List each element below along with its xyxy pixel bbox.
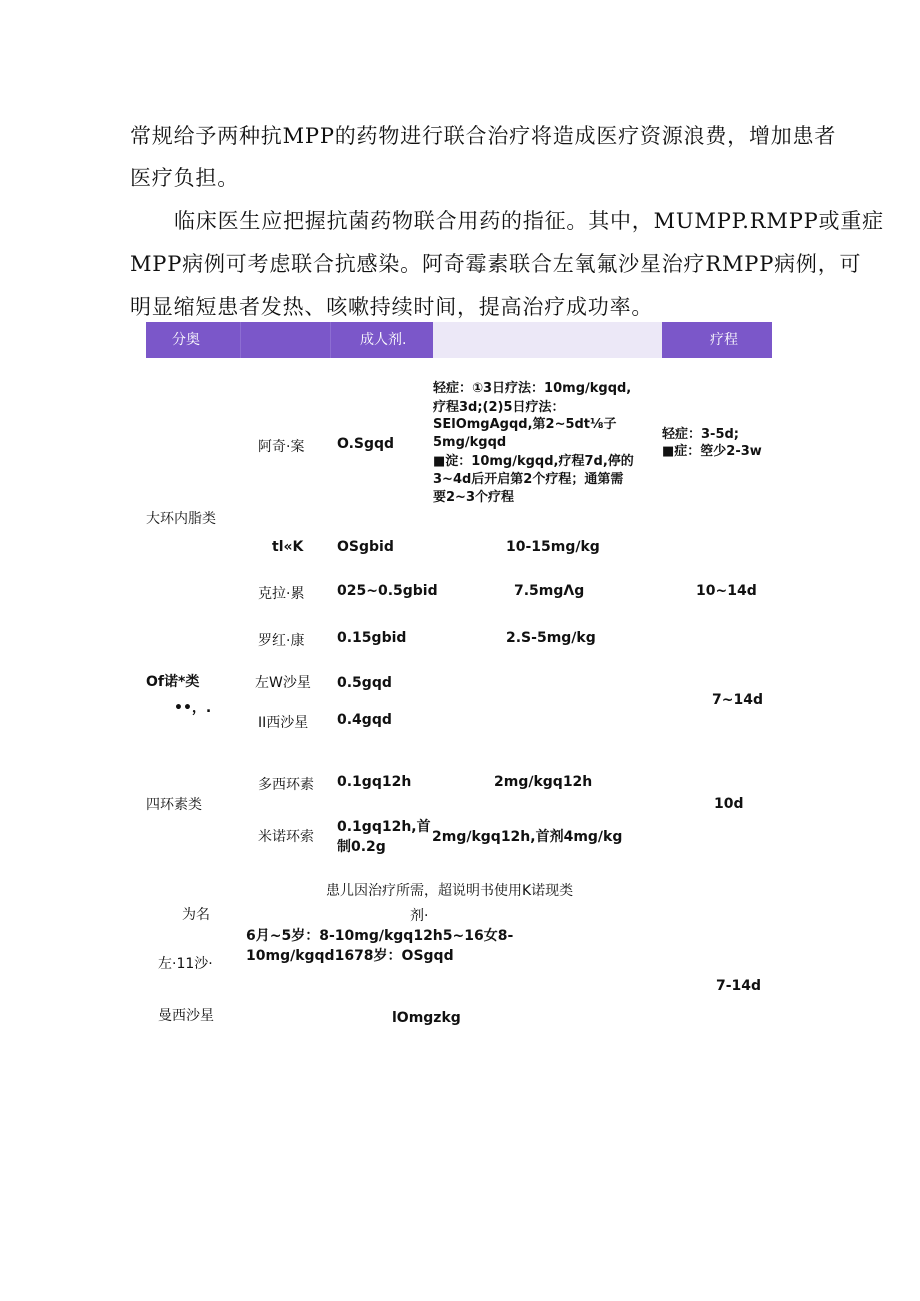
pediatric-levofloxacin-dose-line1: 6月~5岁：8-10mg∕kgq12h5~16女8- xyxy=(246,928,514,944)
course-azithromycin-severe: ■症：箜少2-3w xyxy=(662,444,762,459)
pediatric-moxifloxacin-dose: lOmgzkg xyxy=(392,1010,461,1026)
child-dose-line: 3~4d后开启第2个疗程；通第需 xyxy=(433,472,624,487)
pediatric-label-3: 曼西沙星 xyxy=(158,1008,214,1024)
adult-dose-roxithromycin: 0.15gbid xyxy=(337,630,407,646)
pediatric-quinolone-header-1: 患儿因治疗所需，超说明书使用K诺现类 xyxy=(326,883,574,899)
header-category: 分奥 xyxy=(172,332,200,348)
adult-dose-clarithromycin: 025~0.5gbid xyxy=(337,583,438,599)
course-azithromycin-mild: 轻症：3-5d; xyxy=(662,427,739,442)
child-dose-clarithromycin: 7.5mgΛg xyxy=(514,583,585,599)
table-header-light-band xyxy=(433,322,662,358)
header-divider xyxy=(240,322,241,358)
child-dose-doxycycline: 2mg∕kgq12h xyxy=(494,774,593,790)
course-macrolide: 10~14d xyxy=(696,583,757,599)
adult-dose-minocycline-line2: 制0.2g xyxy=(337,839,386,855)
child-dose-line: SElOmgAgqd,第2~5dt⅛子 xyxy=(433,417,617,432)
adult-dose-azithromycin: O.Sgqd xyxy=(337,436,395,452)
drug-minocycline: 米诺环索 xyxy=(258,829,314,845)
adult-dose-levofloxacin: 0.5gqd xyxy=(337,675,392,691)
category-macrolide: 大环内脂类 xyxy=(146,511,216,527)
header-course: 疗程 xyxy=(710,332,738,348)
paragraph-2-line-1: 临床医生应把握抗菌药物联合用药的指征。其中，MUMPP.RMPP或重症 xyxy=(174,209,884,233)
header-divider xyxy=(330,322,331,358)
child-dose-roxithromycin: 2.S-5mg∕kg xyxy=(506,630,596,646)
drug-roxithromycin: 罗红·康 xyxy=(258,633,305,649)
course-quinolone: 7~14d xyxy=(712,692,763,708)
child-dose-line: 轻症：①3日疗法：10mg∕kgqd, xyxy=(433,381,632,396)
pediatric-label-1: 为名 xyxy=(182,907,210,923)
drug-moxifloxacin: II西沙星 xyxy=(258,715,309,731)
course-pediatric-quinolone: 7-14d xyxy=(716,978,762,994)
header-adult-dose: 成人剂. xyxy=(360,332,407,348)
pediatric-levofloxacin-dose-line2: 10mg∕kgqd1678岁：OSgqd xyxy=(246,948,454,964)
pediatric-label-2: 左·11沙· xyxy=(158,956,213,972)
paragraph-2-line-2: MPP病例可考虑联合抗感染。阿奇霉素联合左氧氟沙星治疗RMPP病例，可 xyxy=(130,252,862,276)
adult-dose-erythromycin: OSgbid xyxy=(337,539,394,555)
category-tetracycline: 四环素类 xyxy=(146,797,202,813)
category-quinolone: Of诺*类 xyxy=(146,674,200,690)
child-dose-erythromycin: 10-15mg∕kg xyxy=(506,539,600,555)
child-dose-minocycline: 2mg∕kgq12h,首剂4mg∕kg xyxy=(432,829,623,845)
adult-dose-minocycline-line1: 0.1gq12h,首 xyxy=(337,819,431,835)
child-dose-line: 5mg∕kgqd xyxy=(433,435,507,450)
adult-dose-moxifloxacin: 0.4gqd xyxy=(337,712,392,728)
drug-erythromycin: tl«K xyxy=(272,539,304,555)
child-dose-line: 要2~3个疗程 xyxy=(433,490,514,505)
paragraph-1-line-2: 医疗负担。 xyxy=(130,166,239,190)
drug-clarithromycin: 克拉·累 xyxy=(258,586,305,602)
drug-doxycycline: 多西环素 xyxy=(258,777,314,793)
child-dose-line: ■淀：10mg∕kgqd,疗程7d,停的 xyxy=(433,454,634,469)
adult-dose-doxycycline: 0.1gq12h xyxy=(337,774,412,790)
drug-levofloxacin: 左W沙星 xyxy=(255,675,311,691)
paragraph-2-line-3: 明显缩短患者发热、咳嗽持续时间，提高治疗成功率。 xyxy=(130,295,654,319)
pediatric-quinolone-header-2: 剂· xyxy=(410,908,429,924)
paragraph-1-line-1: 常规给予两种抗MPP的药物进行联合治疗将造成医疗资源浪费，增加患者 xyxy=(130,124,837,148)
category-quinolone-note: ••，. xyxy=(174,700,212,716)
course-tetracycline: 10d xyxy=(714,796,744,812)
child-dose-line: 疗程3d;(2)5日疗法： xyxy=(433,400,565,415)
drug-azithromycin: 阿奇·案 xyxy=(258,439,305,455)
